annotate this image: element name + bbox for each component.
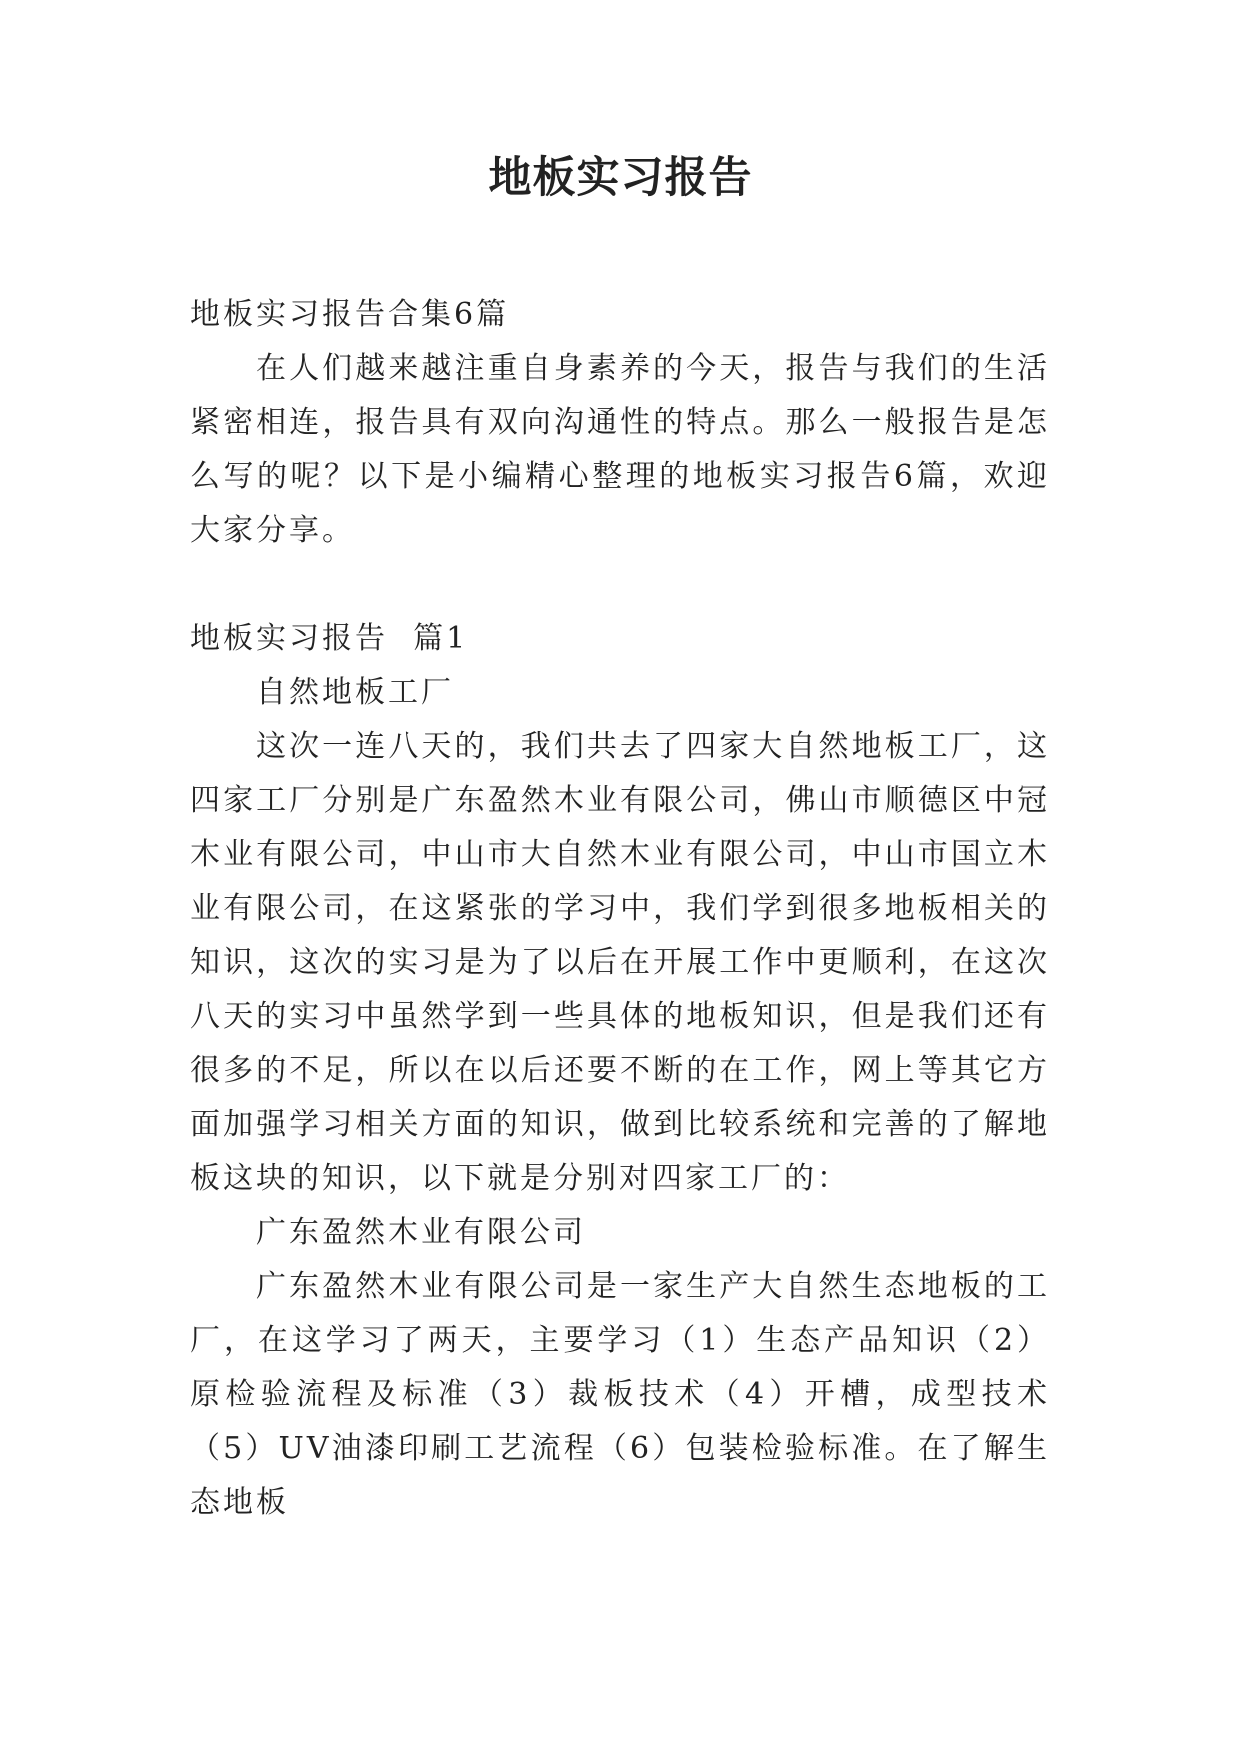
body-paragraph: 广东盈然木业有限公司是一家生产大自然生态地板的工厂，在这学习了两天，主要学习（1）生态产品知识（2）原检验流程及标准（3）裁板技术（4）开槽，成型技术（5）UV油漆印刷工艺流程（6）包装检验标准。在了解生态地板 bbox=[190, 1269, 1050, 1520]
intro-paragraph: 在人们越来越注重自身素养的今天，报告与我们的生活紧密相连，报告具有双向沟通性的特点。那么一般报告是怎么写的呢？以下是小编精心整理的地板实习报告6篇，欢迎大家分享。 bbox=[190, 351, 1050, 548]
collection-subtitle: 地板实习报告合集6篇 bbox=[190, 297, 510, 332]
paragraph-spacer bbox=[190, 558, 1050, 612]
section-heading: 地板实习报告 篇1 bbox=[190, 621, 469, 656]
body-paragraph: 这次一连八天的，我们共去了四家大自然地板工厂，这四家工厂分别是广东盈然木业有限公司，佛山市顺德区中冠木业有限公司，中山市大自然木业有限公司，中山市国立木业有限公司，在这紧张的学习中，我们学到很多地板相关的知识，这次的实习是为了以后在开展工作中更顺利，在这次八天的实习中虽然学到一些具体的地板知识，但是我们还有很多的不足，所以在以后还要不断的在工作，网上等其它方面加强学习相关方面的知识，做到比较系统和完善的了解地板这块的知识，以下就是分别对四家工厂的： bbox=[190, 729, 1050, 1196]
company-heading: 广东盈然木业有限公司 bbox=[256, 1215, 586, 1250]
document-body bbox=[190, 288, 1050, 1530]
section-subheading: 自然地板工厂 bbox=[256, 675, 454, 710]
document-title: 地板实习报告 bbox=[488, 153, 753, 203]
